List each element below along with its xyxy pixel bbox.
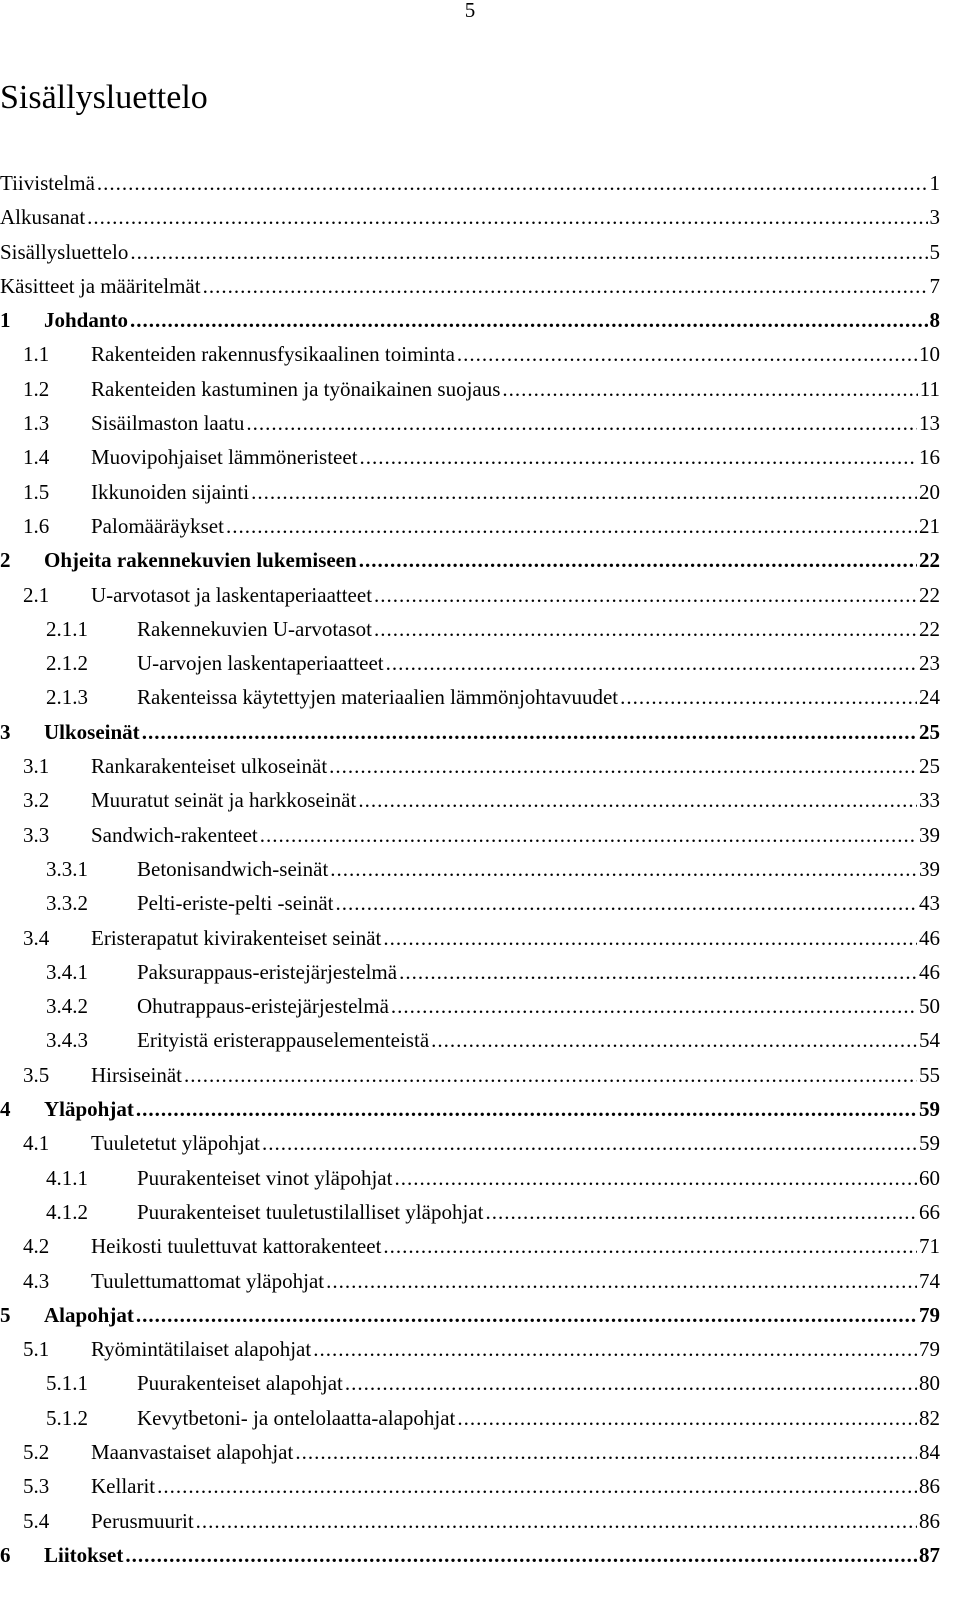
toc-entry-title: Alapohjat xyxy=(44,1302,134,1327)
toc-dot-leader xyxy=(125,1540,917,1570)
toc-entry[interactable] xyxy=(0,923,940,957)
toc-dot-leader xyxy=(457,1403,917,1433)
toc-entry[interactable] xyxy=(0,717,940,751)
toc-entry-title: Alkusanat xyxy=(0,205,86,230)
toc-entry-title: U-arvotasot ja laskentaperiaatteet xyxy=(91,582,373,607)
toc-entry[interactable] xyxy=(0,1540,940,1574)
toc-entry-title: Ohjeita rakennekuvien lukemiseen xyxy=(44,548,357,573)
toc-entry-page: 39 xyxy=(919,856,940,881)
toc-entry-number: 4.3 xyxy=(23,1268,50,1293)
toc-entry-title: Paksurappaus-eristejärjestelmä xyxy=(137,959,398,984)
toc-entry-page: 39 xyxy=(919,822,940,847)
toc-entry-title: Perusmuurit xyxy=(91,1508,194,1533)
toc-entry-page: 79 xyxy=(919,1337,940,1362)
toc-entry-page: 21 xyxy=(919,513,940,538)
toc-entry[interactable] xyxy=(0,1025,940,1059)
toc-entry-number: 3 xyxy=(0,719,11,744)
toc-entry-title: Rakennekuvien U-arvotasot xyxy=(137,616,373,641)
toc-entry-title: Liitokset xyxy=(44,1542,124,1567)
toc-entry-title: Rakenteissa käytettyjen materiaalien lämmönjohtavuudet xyxy=(137,685,619,710)
toc-entry[interactable] xyxy=(0,785,940,819)
toc-entry-title: Rankarakenteiset ulkoseinät xyxy=(91,754,328,779)
toc-entry[interactable] xyxy=(0,511,940,545)
toc-entry-number: 2.1.3 xyxy=(46,685,88,710)
toc-entry[interactable] xyxy=(0,648,940,682)
toc-entry[interactable] xyxy=(0,1060,940,1094)
toc-entry[interactable] xyxy=(0,1403,940,1437)
toc-entry-page: 1 xyxy=(929,171,940,195)
toc-entry-number: 3.4.2 xyxy=(46,994,88,1019)
toc-entry-number: 2.1 xyxy=(23,582,50,607)
toc-entry-number: 3.4.3 xyxy=(46,1028,88,1053)
toc-dot-leader xyxy=(374,580,917,610)
toc-entry-page: 54 xyxy=(919,1028,940,1053)
toc-dot-leader xyxy=(326,1266,917,1296)
toc-entry-page: 11 xyxy=(919,376,940,401)
toc-entry[interactable] xyxy=(0,991,940,1025)
toc-dot-leader xyxy=(502,374,917,404)
toc-entry-page: 86 xyxy=(919,1508,940,1533)
toc-entry[interactable] xyxy=(0,957,940,991)
table-of-contents xyxy=(0,168,940,1574)
toc-entry-number: 1.4 xyxy=(23,445,50,470)
toc-entry-page: 59 xyxy=(919,1097,940,1122)
toc-entry-number: 5.2 xyxy=(23,1439,50,1464)
toc-entry-number: 1.1 xyxy=(23,342,50,367)
toc-entry[interactable] xyxy=(0,1368,940,1402)
toc-dot-leader xyxy=(485,1197,917,1227)
toc-entry-number: 3.3 xyxy=(23,822,50,847)
toc-entry-number: 3.2 xyxy=(23,788,50,813)
toc-entry[interactable] xyxy=(0,202,940,236)
toc-entry-number: 4.1.1 xyxy=(46,1165,88,1190)
toc-entry-page: 71 xyxy=(919,1234,940,1259)
toc-entry-title: Ohutrappaus-eristejärjestelmä xyxy=(137,994,389,1019)
toc-entry-number: 3.1 xyxy=(23,754,50,779)
toc-entry-page: 22 xyxy=(919,616,940,641)
toc-dot-leader xyxy=(457,339,917,369)
toc-entry-page: 43 xyxy=(919,891,940,916)
toc-entry[interactable] xyxy=(0,408,940,442)
toc-entry-page: 23 xyxy=(919,651,940,676)
toc-entry-number: 2.1.1 xyxy=(46,616,88,641)
toc-dot-leader xyxy=(130,237,927,267)
toc-entry-title: Ikkunoiden sijainti xyxy=(91,479,250,504)
toc-dot-leader xyxy=(196,1506,917,1536)
toc-entry-title: Sandwich-rakenteet xyxy=(91,822,258,847)
toc-entry-number: 1.5 xyxy=(23,479,50,504)
toc-entry[interactable] xyxy=(0,1163,940,1197)
toc-entry-number: 4 xyxy=(0,1097,11,1122)
toc-dot-leader xyxy=(157,1471,917,1501)
toc-entry-number: 5.1.1 xyxy=(46,1371,88,1396)
toc-dot-leader xyxy=(87,202,927,232)
toc-entry-number: 5 xyxy=(0,1302,11,1327)
toc-entry-page: 82 xyxy=(919,1405,940,1430)
toc-entry-title: Palomääräykset xyxy=(91,513,224,538)
toc-dot-leader xyxy=(251,477,917,507)
toc-dot-leader xyxy=(136,1300,917,1330)
toc-dot-leader xyxy=(313,1334,917,1364)
toc-entry[interactable] xyxy=(0,374,940,408)
toc-entry[interactable] xyxy=(0,545,940,579)
toc-entry-page: 10 xyxy=(919,342,940,367)
toc-entry-number: 4.1 xyxy=(23,1131,50,1156)
toc-entry-title: Käsitteet ja määritelmät xyxy=(0,273,201,298)
toc-entry[interactable] xyxy=(0,1128,940,1162)
toc-entry-title: Rakenteiden rakennusfysikaalinen toiminta xyxy=(91,342,455,367)
toc-entry-number: 1.6 xyxy=(23,513,50,538)
toc-entry[interactable] xyxy=(0,237,940,271)
toc-entry-title: Puurakenteiset vinot yläpohjat xyxy=(137,1165,393,1190)
toc-entry[interactable] xyxy=(0,271,940,305)
toc-entry-number: 5.1 xyxy=(23,1337,50,1362)
toc-entry[interactable] xyxy=(0,477,940,511)
toc-entry-title: Yläpohjat xyxy=(44,1097,134,1122)
toc-entry-title: Tuulettumattomat yläpohjat xyxy=(91,1268,325,1293)
toc-entry-page: 33 xyxy=(919,788,940,813)
toc-entry[interactable] xyxy=(0,1471,940,1505)
toc-entry-number: 3.3.2 xyxy=(46,891,88,916)
toc-entry-number: 3.5 xyxy=(23,1062,50,1087)
toc-entry-page: 22 xyxy=(919,582,940,607)
toc-entry[interactable] xyxy=(0,168,940,202)
toc-entry[interactable] xyxy=(0,1231,940,1265)
toc-entry-title: Pelti-eriste-pelti -seinät xyxy=(137,891,334,916)
toc-entry-page: 55 xyxy=(919,1062,940,1087)
toc-dot-leader xyxy=(246,408,917,438)
toc-dot-leader xyxy=(383,1231,917,1261)
toc-entry[interactable] xyxy=(0,1437,940,1471)
toc-dot-leader xyxy=(295,1437,917,1467)
toc-entry-number: 1 xyxy=(0,308,11,333)
toc-entry-title: U-arvojen laskentaperiaatteet xyxy=(137,651,384,676)
toc-entry-number: 6 xyxy=(0,1542,11,1567)
toc-dot-leader xyxy=(329,751,917,781)
toc-entry-page: 20 xyxy=(919,479,940,504)
toc-dot-leader xyxy=(330,854,917,884)
toc-entry-page: 60 xyxy=(919,1165,940,1190)
toc-entry-title: Muuratut seinät ja harkkoseinät xyxy=(91,788,357,813)
toc-dot-leader xyxy=(391,991,917,1021)
toc-entry-page: 66 xyxy=(919,1199,940,1224)
toc-dot-leader xyxy=(345,1368,917,1398)
toc-dot-leader xyxy=(142,717,917,747)
toc-entry-title: Betonisandwich-seinät xyxy=(137,856,329,881)
toc-entry[interactable] xyxy=(0,820,940,854)
toc-entry-title: Eristerapatut kivirakenteiset seinät xyxy=(91,925,382,950)
toc-entry-title: Ulkoseinät xyxy=(44,719,140,744)
toc-entry-page: 5 xyxy=(929,239,940,264)
toc-entry-number: 3.4 xyxy=(23,925,50,950)
toc-dot-leader xyxy=(262,1128,917,1158)
toc-entry-title: Erityistä eristerappauselementeistä xyxy=(137,1028,430,1053)
toc-entry[interactable] xyxy=(0,1506,940,1540)
toc-entry-title: Maanvastaiset alapohjat xyxy=(91,1439,294,1464)
toc-entry[interactable] xyxy=(0,1266,940,1300)
toc-entry-page: 46 xyxy=(919,925,940,950)
toc-dot-leader xyxy=(358,785,917,815)
toc-entry-number: 2.1.2 xyxy=(46,651,88,676)
toc-entry-page: 8 xyxy=(929,308,940,333)
toc-entry[interactable] xyxy=(0,1300,940,1334)
toc-entry-title: Sisäilmaston laatu xyxy=(91,411,245,436)
toc-entry-title: Kellarit xyxy=(91,1474,156,1499)
toc-entry-page: 13 xyxy=(919,411,940,436)
toc-entry-page: 22 xyxy=(919,548,940,573)
page-number: 5 xyxy=(464,0,476,22)
toc-entry[interactable] xyxy=(0,442,940,476)
toc-entry[interactable] xyxy=(0,580,940,614)
toc-dot-leader xyxy=(97,168,928,198)
toc-entry-page: 46 xyxy=(919,959,940,984)
toc-entry-page: 3 xyxy=(929,205,940,230)
toc-entry[interactable] xyxy=(0,682,940,716)
toc-dot-leader xyxy=(136,1094,917,1124)
toc-entry-page: 25 xyxy=(919,719,940,744)
toc-entry-title: Heikosti tuulettuvat kattorakenteet xyxy=(91,1234,382,1259)
toc-entry[interactable] xyxy=(0,305,940,339)
toc-entry-page: 74 xyxy=(919,1268,940,1293)
toc-entry[interactable] xyxy=(0,751,940,785)
toc-entry[interactable] xyxy=(0,1334,940,1368)
toc-entry-page: 7 xyxy=(929,273,940,298)
page-title: Sisällysluettelo xyxy=(0,79,208,116)
toc-dot-leader xyxy=(203,271,928,301)
toc-entry-page: 50 xyxy=(919,994,940,1019)
toc-entry-title: Sisällysluettelo xyxy=(0,239,129,264)
toc-entry-page: 80 xyxy=(919,1371,940,1396)
toc-dot-leader xyxy=(431,1025,917,1055)
toc-entry-page: 59 xyxy=(919,1131,940,1156)
toc-entry[interactable] xyxy=(0,339,940,373)
toc-entry-title: Tuuletetut yläpohjat xyxy=(91,1131,260,1156)
toc-entry-number: 1.2 xyxy=(23,376,50,401)
toc-dot-leader xyxy=(184,1060,917,1090)
toc-dot-leader xyxy=(399,957,917,987)
toc-entry-title: Ryömintätilaiset alapohjat xyxy=(91,1337,312,1362)
toc-entry-page: 79 xyxy=(919,1302,940,1327)
toc-entry-title: Hirsiseinät xyxy=(91,1062,182,1087)
toc-entry-page: 84 xyxy=(919,1439,940,1464)
toc-entry[interactable] xyxy=(0,888,940,922)
toc-entry-title: Johdanto xyxy=(44,308,129,333)
toc-entry-page: 86 xyxy=(919,1474,940,1499)
toc-entry[interactable] xyxy=(0,854,940,888)
toc-dot-leader xyxy=(260,820,917,850)
toc-entry-number: 5.3 xyxy=(23,1474,50,1499)
toc-entry-number: 3.3.1 xyxy=(46,856,88,881)
toc-entry[interactable] xyxy=(0,1094,940,1128)
toc-entry-page: 25 xyxy=(919,754,940,779)
toc-dot-leader xyxy=(360,442,917,472)
toc-dot-leader xyxy=(226,511,917,541)
toc-dot-leader xyxy=(383,923,917,953)
toc-entry-number: 4.1.2 xyxy=(46,1199,88,1224)
toc-entry-page: 16 xyxy=(919,445,940,470)
toc-dot-leader xyxy=(374,614,917,644)
toc-entry-title: Puurakenteiset tuuletustilalliset yläpohjat xyxy=(137,1199,484,1224)
toc-dot-leader xyxy=(359,545,917,575)
toc-entry-page: 24 xyxy=(919,685,940,710)
toc-entry-title: Muovipohjaiset lämmöneristeet xyxy=(91,445,358,470)
toc-entry-number: 5.4 xyxy=(23,1508,50,1533)
toc-entry-number: 3.4.1 xyxy=(46,959,88,984)
toc-entry-title: Rakenteiden kastuminen ja työnaikainen suojaus xyxy=(91,376,501,401)
toc-entry-number: 2 xyxy=(0,548,11,573)
toc-dot-leader xyxy=(130,305,927,335)
toc-entry-number: 1.3 xyxy=(23,411,50,436)
toc-dot-leader xyxy=(394,1163,917,1193)
toc-entry[interactable] xyxy=(0,614,940,648)
toc-dot-leader xyxy=(620,682,917,712)
toc-dot-leader xyxy=(386,648,917,678)
toc-entry-page: 87 xyxy=(919,1542,940,1567)
toc-entry-title: Puurakenteiset alapohjat xyxy=(137,1371,343,1396)
toc-entry[interactable] xyxy=(0,1197,940,1231)
toc-dot-leader xyxy=(336,888,917,918)
toc-entry-number: 5.1.2 xyxy=(46,1405,88,1430)
toc-entry-title: Kevytbetoni- ja ontelolaatta-alapohjat xyxy=(137,1405,456,1430)
toc-entry-title: Tiivistelmä xyxy=(0,171,95,195)
toc-entry-number: 4.2 xyxy=(23,1234,50,1259)
